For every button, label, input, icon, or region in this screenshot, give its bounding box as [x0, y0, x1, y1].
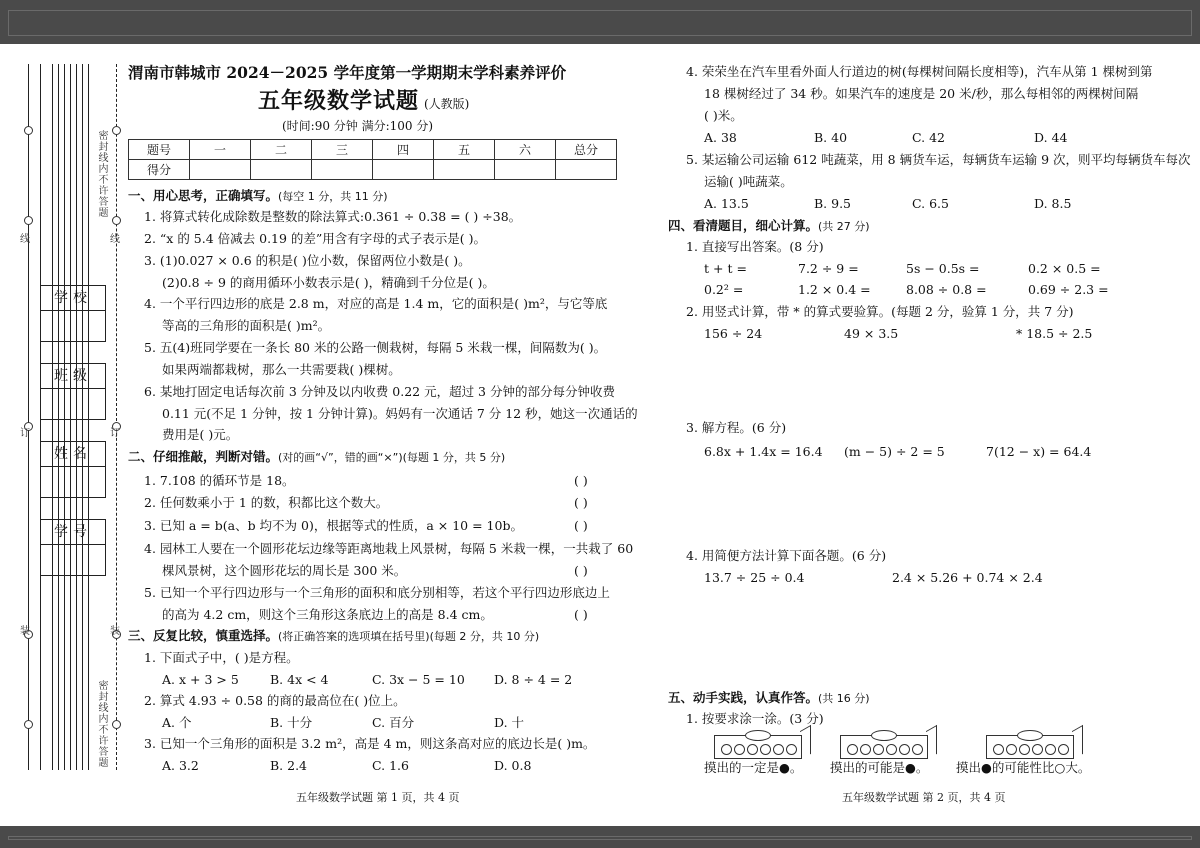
- ball-box-3[interactable]: [986, 735, 1074, 759]
- ball-circle[interactable]: [1019, 744, 1030, 755]
- name-label: 姓名: [41, 442, 105, 467]
- section-note: (共 27 分): [818, 220, 870, 233]
- answer-paren[interactable]: ( ): [574, 607, 588, 622]
- section-note: (每空 1 分，共 11 分): [278, 190, 388, 203]
- class-field[interactable]: [40, 363, 106, 420]
- question-text: 1. 将算式转化成除数是整数的除法算式:0.361 ÷ 0.38 = ( ) ÷38。: [144, 209, 522, 224]
- section-note: (将正确答案的选项填在括号里)(每题 2 分，共 10 分): [278, 630, 540, 643]
- paint-caption: 摸出的一定是●。: [704, 760, 803, 775]
- score-input[interactable]: [434, 160, 495, 180]
- direct-calc-item: 0.69 ÷ 2.3 =: [1028, 282, 1109, 297]
- seal-line: [116, 64, 117, 770]
- question-text: 5. 已知一个平行四边形与一个三角形的面积和底分别相等，若这个平行四边形底边上: [144, 585, 610, 600]
- question-text: 费用是( )元。: [162, 427, 239, 442]
- option-a[interactable]: A. 个: [162, 715, 192, 730]
- binding-hole: [24, 216, 33, 225]
- ball-circle[interactable]: [886, 744, 897, 755]
- cut-label: 订: [110, 428, 120, 439]
- score-cell: 题号: [129, 140, 190, 160]
- simplify-item: 13.7 ÷ 25 ÷ 0.4: [704, 570, 805, 585]
- cut-label: 装: [20, 626, 30, 637]
- question-text: 1. 7.1̇08̇ 的循环节是 18。: [144, 473, 295, 488]
- question-text: 3. 已知 a = b(a、b 均不为 0)，根据等式的性质，a × 10 = 10b。: [144, 518, 523, 533]
- cut-label: 线: [20, 234, 30, 245]
- question-text: 0.11 元(不足 1 分钟，按 1 分钟计算)。妈妈有一次通话 7 分 12 秒，她这一次通话的: [162, 406, 638, 421]
- section-note: (共 16 分): [818, 692, 870, 705]
- option-b[interactable]: B. 4x < 4: [270, 672, 329, 687]
- section-2-title: [128, 449, 505, 466]
- question-text: ( )米。: [704, 108, 743, 123]
- ball-circle[interactable]: [993, 744, 1004, 755]
- paint-caption: 摸出的可能是●。: [830, 760, 929, 775]
- score-cell: 二: [251, 140, 312, 160]
- score-cell: 五: [434, 140, 495, 160]
- direct-calc-item: 0.2² =: [704, 282, 744, 297]
- cut-label: 线: [110, 234, 120, 245]
- score-input[interactable]: [495, 160, 556, 180]
- exam-meta: (时间:90 分钟 满分:100 分): [282, 119, 434, 133]
- name-field[interactable]: [40, 441, 106, 498]
- direct-calc-item: 5s − 0.5s =: [906, 261, 980, 276]
- question-text: 4. 荣荣坐在汽车里看外面人行道边的树(每棵树间隔长度相等)，汽车从第 1 棵树到第: [686, 64, 1153, 79]
- section-title-text: 一、用心思考，正确填写。: [128, 188, 279, 203]
- cut-label: 订: [20, 428, 30, 439]
- question-text: 18 棵树经过了 34 秒。如果汽车的速度是 20 米/秒，那么每相邻的两棵树间隔: [704, 86, 1139, 101]
- section-title-text: 二、仔细推敲，判断对错。: [128, 449, 279, 464]
- score-cell: 总分: [556, 140, 617, 160]
- ball-box-1[interactable]: [714, 735, 802, 759]
- student-id-label: 学号: [41, 520, 105, 545]
- option-d[interactable]: D. 8 ÷ 4 = 2: [494, 672, 573, 687]
- answer-paren[interactable]: ( ): [574, 563, 588, 578]
- option-a[interactable]: A. 38: [704, 130, 737, 145]
- score-input[interactable]: [190, 160, 251, 180]
- question-text: 2. “x 的 5.4 倍减去 0.19 的差”用含有字母的式子表示是( )。: [144, 231, 487, 246]
- option-b[interactable]: B. 2.4: [270, 758, 308, 773]
- option-b[interactable]: B. 40: [814, 130, 848, 145]
- question-text: (2)0.8 ÷ 9 的商用循环小数表示是( )，精确到千分位是( )。: [162, 275, 495, 290]
- score-cell: 三: [312, 140, 373, 160]
- section-3-title: [128, 628, 539, 645]
- binding-hole: [112, 720, 121, 729]
- question-text: 1. 按要求涂一涂。(3 分): [686, 711, 824, 726]
- ball-circle[interactable]: [1045, 744, 1056, 755]
- score-input[interactable]: [373, 160, 434, 180]
- question-text: 5. 五(4)班同学要在一条长 80 米的公路一侧栽树，每隔 5 米栽一棵，间隔数为( )。: [144, 340, 607, 355]
- subject-title: 五年级数学试题: [258, 88, 420, 114]
- ball-circle[interactable]: [899, 744, 910, 755]
- section-note: (对的画“√”，错的画“×”)(每题 1 分，共 5 分): [278, 451, 506, 464]
- section-5-title: [668, 690, 870, 707]
- section-title-text: 四、看清题目，细心计算。: [668, 218, 819, 233]
- ball-circle[interactable]: [1058, 744, 1069, 755]
- box-opening: [745, 730, 771, 741]
- ball-circle[interactable]: [721, 744, 732, 755]
- student-id-field[interactable]: [40, 519, 106, 576]
- page-footer-left: 五年级数学试题 第 1 页，共 4 页: [296, 791, 460, 804]
- question-text: 1. 直接写出答案。(8 分): [686, 239, 824, 254]
- school-field[interactable]: [40, 285, 106, 342]
- question-text: 1. 下面式子中，( )是方程。: [144, 650, 299, 665]
- ball-circle[interactable]: [860, 744, 871, 755]
- question-text: 等高的三角形的面积是( )m²。: [162, 318, 331, 333]
- option-c[interactable]: C. 42: [912, 130, 945, 145]
- class-label: 班级: [41, 364, 105, 389]
- answer-paren[interactable]: ( ): [574, 473, 588, 488]
- equation-item: 6.8x + 1.4x = 16.4: [704, 444, 823, 459]
- vertical-calc-item: * 18.5 ÷ 2.5: [1016, 326, 1093, 341]
- ball-circle[interactable]: [786, 744, 797, 755]
- question-text: 如果两端都栽树，那么一共需要栽( )棵树。: [162, 362, 401, 377]
- binding-hole: [112, 126, 121, 135]
- binding-hole: [112, 216, 121, 225]
- score-cell: 一: [190, 140, 251, 160]
- section-title-text: 五、动手实践，认真作答。: [668, 690, 819, 705]
- simplify-item: 2.4 × 5.26 + 0.74 × 2.4: [892, 570, 1043, 585]
- answer-paren[interactable]: ( ): [574, 518, 588, 533]
- section-1-title: [128, 188, 388, 205]
- ball-circle[interactable]: [873, 744, 884, 755]
- score-header-row: [129, 140, 617, 160]
- score-input[interactable]: [312, 160, 373, 180]
- question-text: 3. (1)0.027 × 0.6 的积是( )位小数，保留两位小数是( )。: [144, 253, 471, 268]
- vertical-calc-item: 156 ÷ 24: [704, 326, 763, 341]
- direct-calc-item: t + t =: [704, 261, 747, 276]
- answer-paren[interactable]: ( ): [574, 495, 588, 510]
- ball-circle[interactable]: [760, 744, 771, 755]
- box-opening: [1017, 730, 1043, 741]
- option-d[interactable]: D. 十: [494, 715, 525, 730]
- section-title-text: 三、反复比较，慎重选择。: [128, 628, 279, 643]
- score-table: [128, 139, 617, 180]
- box-opening: [871, 730, 897, 741]
- binding-line: [28, 64, 29, 770]
- ball-circle[interactable]: [747, 744, 758, 755]
- exam-title: 渭南市韩城市 2024－2025 学年度第一学期期末学科素养评价: [128, 63, 567, 82]
- option-d[interactable]: D. 44: [1034, 130, 1068, 145]
- option-d[interactable]: D. 8.5: [1034, 196, 1072, 211]
- vertical-calc-item: 49 × 3.5: [844, 326, 899, 341]
- ball-circle[interactable]: [1006, 744, 1017, 755]
- direct-calc-item: 7.2 ÷ 9 =: [798, 261, 859, 276]
- option-c[interactable]: C. 百分: [372, 715, 415, 730]
- seal-warning-top: 密封线内不许答题: [96, 130, 107, 218]
- score-cell: 得分: [129, 160, 190, 180]
- question-text: 3. 解方程。(6 分): [686, 420, 787, 435]
- question-text: 棵风景树，这个圆形花坛的周长是 300 米。: [162, 563, 407, 578]
- score-input[interactable]: [556, 160, 617, 180]
- question-text: 3. 已知一个三角形的面积是 3.2 m²，高是 4 m，则这条高对应的底边长是( )m。: [144, 736, 596, 751]
- ball-circle[interactable]: [912, 744, 923, 755]
- question-text: 运输( )吨蔬菜。: [704, 174, 793, 189]
- option-c[interactable]: C. 1.6: [372, 758, 409, 773]
- binding-hole: [24, 126, 33, 135]
- score-input[interactable]: [251, 160, 312, 180]
- option-c[interactable]: C. 6.5: [912, 196, 949, 211]
- option-c[interactable]: C. 3x − 5 = 10: [372, 672, 465, 687]
- direct-calc-item: 1.2 × 0.4 =: [798, 282, 871, 297]
- scanner-top-bar: [0, 0, 1200, 44]
- option-a[interactable]: A. x + 3 > 5: [162, 672, 239, 687]
- question-text: 4. 一个平行四边形的底是 2.8 m，对应的高是 1.4 m，它的面积是( )m²，与它等底: [144, 296, 608, 311]
- option-a[interactable]: A. 3.2: [162, 758, 199, 773]
- question-text: 2. 任何数乘小于 1 的数，积都比这个数大。: [144, 495, 389, 510]
- seal-warning-bottom: 密封线内不许答题: [96, 680, 107, 768]
- page-footer-right: 五年级数学试题 第 2 页，共 4 页: [842, 791, 1006, 804]
- option-b[interactable]: B. 9.5: [814, 196, 852, 211]
- score-cell: 四: [373, 140, 434, 160]
- direct-calc-item: 8.08 ÷ 0.8 =: [906, 282, 987, 297]
- score-cell: 六: [495, 140, 556, 160]
- equation-item: 7(12 − x) = 64.4: [986, 444, 1092, 459]
- school-label: 学校: [41, 286, 105, 311]
- equation-item: (m − 5) ÷ 2 = 5: [844, 444, 945, 459]
- option-b[interactable]: B. 十分: [270, 715, 313, 730]
- question-text: 2. 用竖式计算，带 * 的算式要验算。(每题 2 分，验算 1 分，共 7 分): [686, 304, 1074, 319]
- paint-caption: 摸出●的可能性比○大。: [956, 760, 1091, 775]
- question-text: 的高为 4.2 cm，则这个三角形这条底边上的高是 8.4 cm。: [162, 607, 493, 622]
- cut-label: 装: [110, 626, 120, 637]
- score-value-row: [129, 160, 617, 180]
- question-text: 4. 园林工人要在一个圆形花坛边缘等距离地栽上风景树，每隔 5 米栽一棵，一共栽了 60: [144, 541, 634, 556]
- ball-circle[interactable]: [773, 744, 784, 755]
- ball-circle[interactable]: [847, 744, 858, 755]
- question-text: 4. 用简便方法计算下面各题。(6 分): [686, 548, 887, 563]
- question-text: 6. 某地打固定电话每次前 3 分钟及以内收费 0.22 元，超过 3 分钟的部分每分钟收费: [144, 384, 615, 399]
- question-text: 2. 算式 4.93 ÷ 0.58 的商的最高位在( )位上。: [144, 693, 406, 708]
- scanner-bottom-bar: [0, 826, 1200, 848]
- ball-circle[interactable]: [734, 744, 745, 755]
- ball-circle[interactable]: [1032, 744, 1043, 755]
- option-d[interactable]: D. 0.8: [494, 758, 532, 773]
- section-4-title: [668, 218, 870, 235]
- direct-calc-item: 0.2 × 0.5 =: [1028, 261, 1101, 276]
- binding-hole: [24, 720, 33, 729]
- question-text: 5. 某运输公司运输 612 吨蔬菜，用 8 辆货车运，每辆货车运输 9 次，则平均每辆货车每次: [686, 152, 1191, 167]
- edition-label: (人教版): [424, 97, 470, 111]
- ball-box-2[interactable]: [840, 735, 928, 759]
- option-a[interactable]: A. 13.5: [704, 196, 749, 211]
